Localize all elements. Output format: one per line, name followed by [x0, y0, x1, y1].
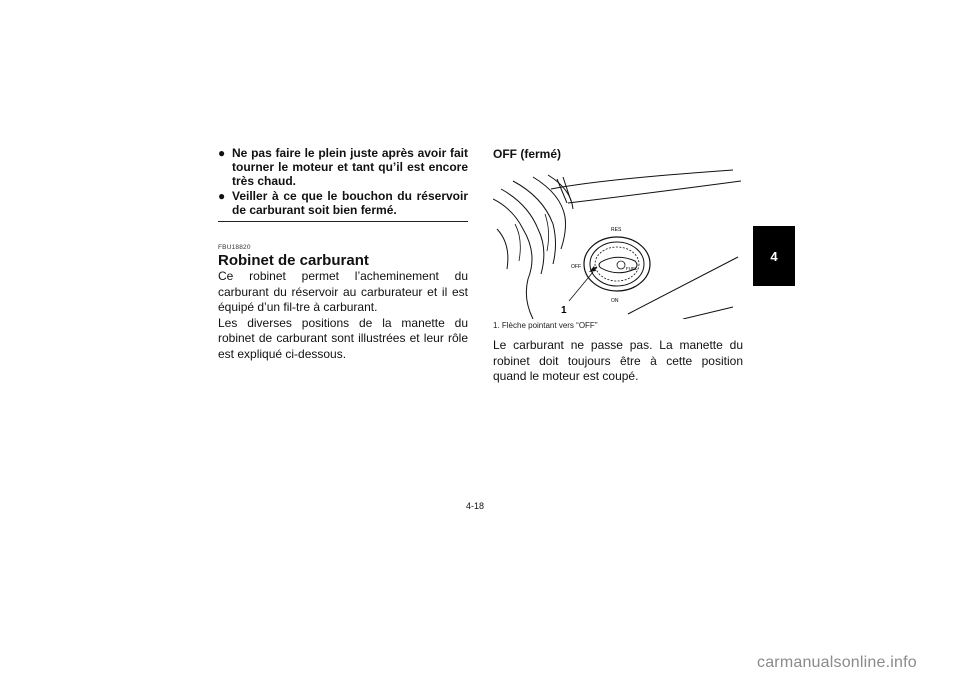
bullet-icon: ● [218, 146, 226, 160]
res-label: RES [611, 227, 622, 233]
bullet-icon: ● [218, 189, 226, 203]
callout-number: 1 [561, 305, 567, 316]
warning-text-2: Veiller à ce que le bouchon du réservoir de carburant soit bien fermé. [232, 189, 468, 217]
warning-bullet-2 [218, 189, 468, 217]
fuel-cock-drawing [493, 169, 743, 319]
section-paragraph-2: Les diverses positions de la manette du robinet de carburant sont illustrées et leur rôle est expliqué ci-dessous. [218, 315, 468, 361]
position-subheading: OFF (fermé) [493, 147, 562, 161]
position-description: Le carburant ne passe pas. La manette du robinet doit toujours être à cette position quand le moteur est coupé. [493, 338, 743, 383]
left-column [218, 146, 468, 362]
section-title: Robinet de carburant [218, 252, 369, 269]
section-code: FBU18820 [218, 244, 251, 251]
on-label: ON [611, 298, 619, 304]
warning-divider [218, 221, 468, 222]
fuel-label: FUEL [626, 266, 638, 271]
warning-text-1: Ne pas faire le plein juste après avoir fait tourner le moteur et tant qu’il est encore très chaud. [232, 146, 468, 188]
off-label: OFF [571, 264, 581, 270]
figure-caption: 1. Flèche pointant vers “OFF” [493, 321, 598, 330]
fuel-cock-illustration [493, 169, 743, 319]
page-number: 4-18 [466, 501, 485, 511]
section-paragraph-1: Ce robinet permet l’acheminement du carburant du réservoir au carburateur et il est équipé d’un fil-tre à carburant. [218, 269, 468, 314]
right-column [493, 146, 743, 385]
warning-bullet-1 [218, 146, 468, 188]
chapter-tab: 4 [753, 226, 795, 286]
watermark: carmanualsonline.info [757, 654, 917, 671]
